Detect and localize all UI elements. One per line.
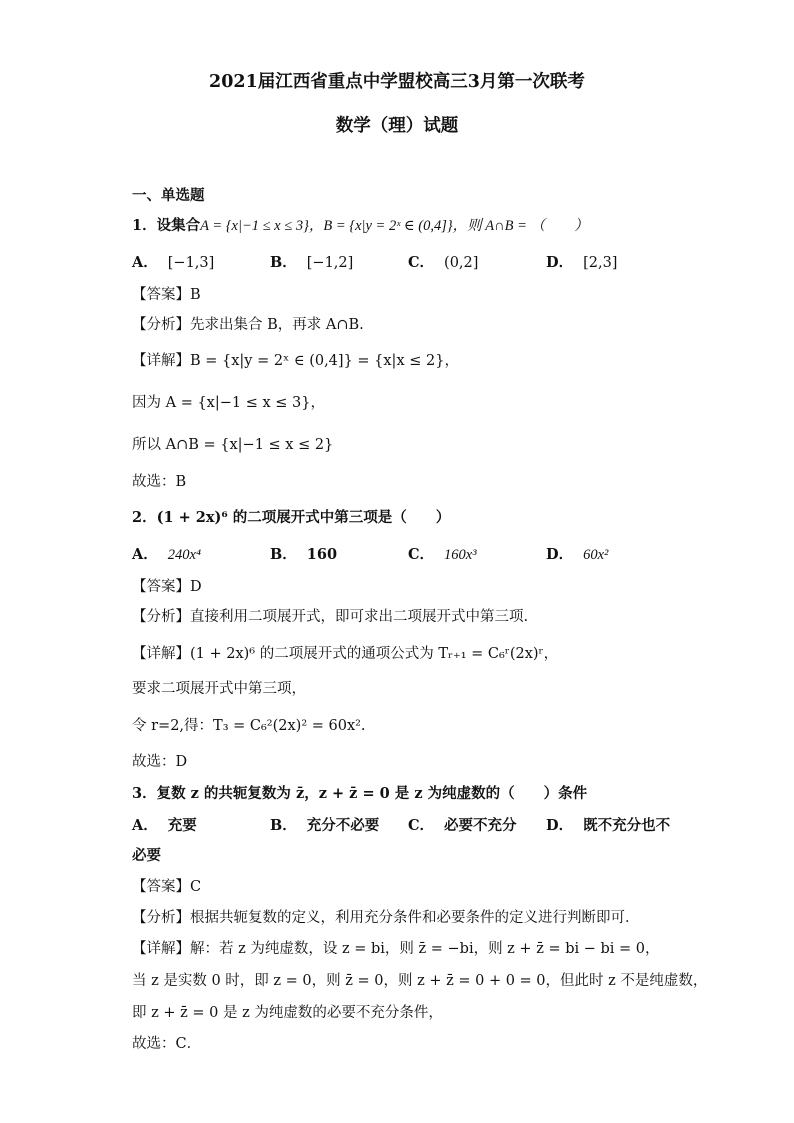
q1-stem — [132, 216, 589, 236]
q2-option-c: C． 160x³ — [408, 546, 477, 563]
q1-detail-line2: 因为 A = {x|−1 ≤ x ≤ 3}， — [132, 395, 325, 411]
q1-option-d: D． [2,3] — [546, 254, 618, 271]
q1-option-a: A． [−1,3] — [132, 254, 215, 271]
q1-option-c: C． (0,2] — [408, 254, 479, 271]
q3-option-d: D． 既不充分也不 — [546, 817, 671, 834]
q2-detail-line2: 要求二项展开式中第三项， — [132, 681, 306, 697]
q3-answer: 【答案】C — [132, 879, 202, 895]
q2-analysis: 【分析】直接利用二项展开式，即可求出二项展开式中第三项. — [132, 609, 529, 625]
q1-analysis: 【分析】先求出集合 B，再求 A∩B. — [132, 317, 364, 333]
q2-stem: 2．(1 + 2x)⁶ 的二项展开式中第三项是（ ） — [132, 509, 451, 526]
document-subtitle: 数学（理）试题 — [335, 116, 459, 136]
q2-option-a: A． 240x⁴ — [132, 546, 201, 563]
q3-option-b: B． 充分不必要 — [270, 817, 380, 834]
q3-option-c: C． 必要不充分 — [408, 817, 517, 834]
q2-answer: 【答案】D — [132, 579, 202, 595]
q3-analysis: 【分析】根据共轭复数的定义，利用充分条件和必要条件的定义进行判断即可． — [132, 910, 640, 926]
q3-detail: 【详解】解：若 z 为纯虚数，设 z = bi，则 z̄ = −bi，则 z + z̄ = bi − bi = 0， — [132, 941, 660, 957]
q2-option-d: D． 60x² — [546, 546, 609, 563]
q3-option-d-continued: 必要 — [132, 847, 161, 864]
section-heading: 一、单选题 — [132, 187, 205, 204]
q1-answer: 【答案】B — [132, 287, 201, 303]
q1-stem-math: A = {x|−1 ≤ x ≤ 3}，B = {x|y = 2ˣ ∈ (0,4]}，则 A∩B = （ ） — [200, 218, 589, 234]
q3-choose: 故选：C． — [132, 1036, 202, 1052]
q3-detail-line3: 即 z + z̄ = 0 是 z 为纯虚数的必要不充分条件， — [132, 1005, 443, 1021]
q1-choose: 故选：B — [132, 474, 187, 490]
q1-detail-line3: 所以 A∩B = {x|−1 ≤ x ≤ 2} — [132, 437, 334, 453]
q2-choose: 故选：D — [132, 754, 188, 770]
q2-detail: 【详解】(1 + 2x)⁶ 的二项展开式的通项公式为 Tᵣ₊₁ = C₆ʳ(2x)ʳ， — [132, 646, 559, 662]
q2-detail-line3: 令 r=2,得：T₃ = C₆²(2x)² = 60x². — [132, 718, 366, 734]
q3-detail-line2: 当 z 是实数 0 时，即 z = 0，则 z̄ = 0，则 z + z̄ = 0 + 0 = 0，但此时 z 不是纯虚数， — [132, 973, 708, 989]
document-title: 2021届江西省重点中学盟校高三3月第一次联考 — [209, 72, 585, 92]
q3-stem: 3．复数 z 的共轭复数为 z̄，z + z̄ = 0 是 z 为纯虚数的（ ）条件 — [132, 785, 588, 802]
q1-stem-label: 1．设集合 — [132, 217, 201, 234]
q2-option-b: B． 160 — [270, 546, 338, 563]
q1-option-b: B． [−1,2] — [270, 254, 354, 271]
q1-detail: 【详解】B = {x|y = 2ˣ ∈ (0,4]} = {x|x ≤ 2}， — [132, 353, 459, 369]
q3-option-a: A． 充要 — [132, 817, 197, 834]
